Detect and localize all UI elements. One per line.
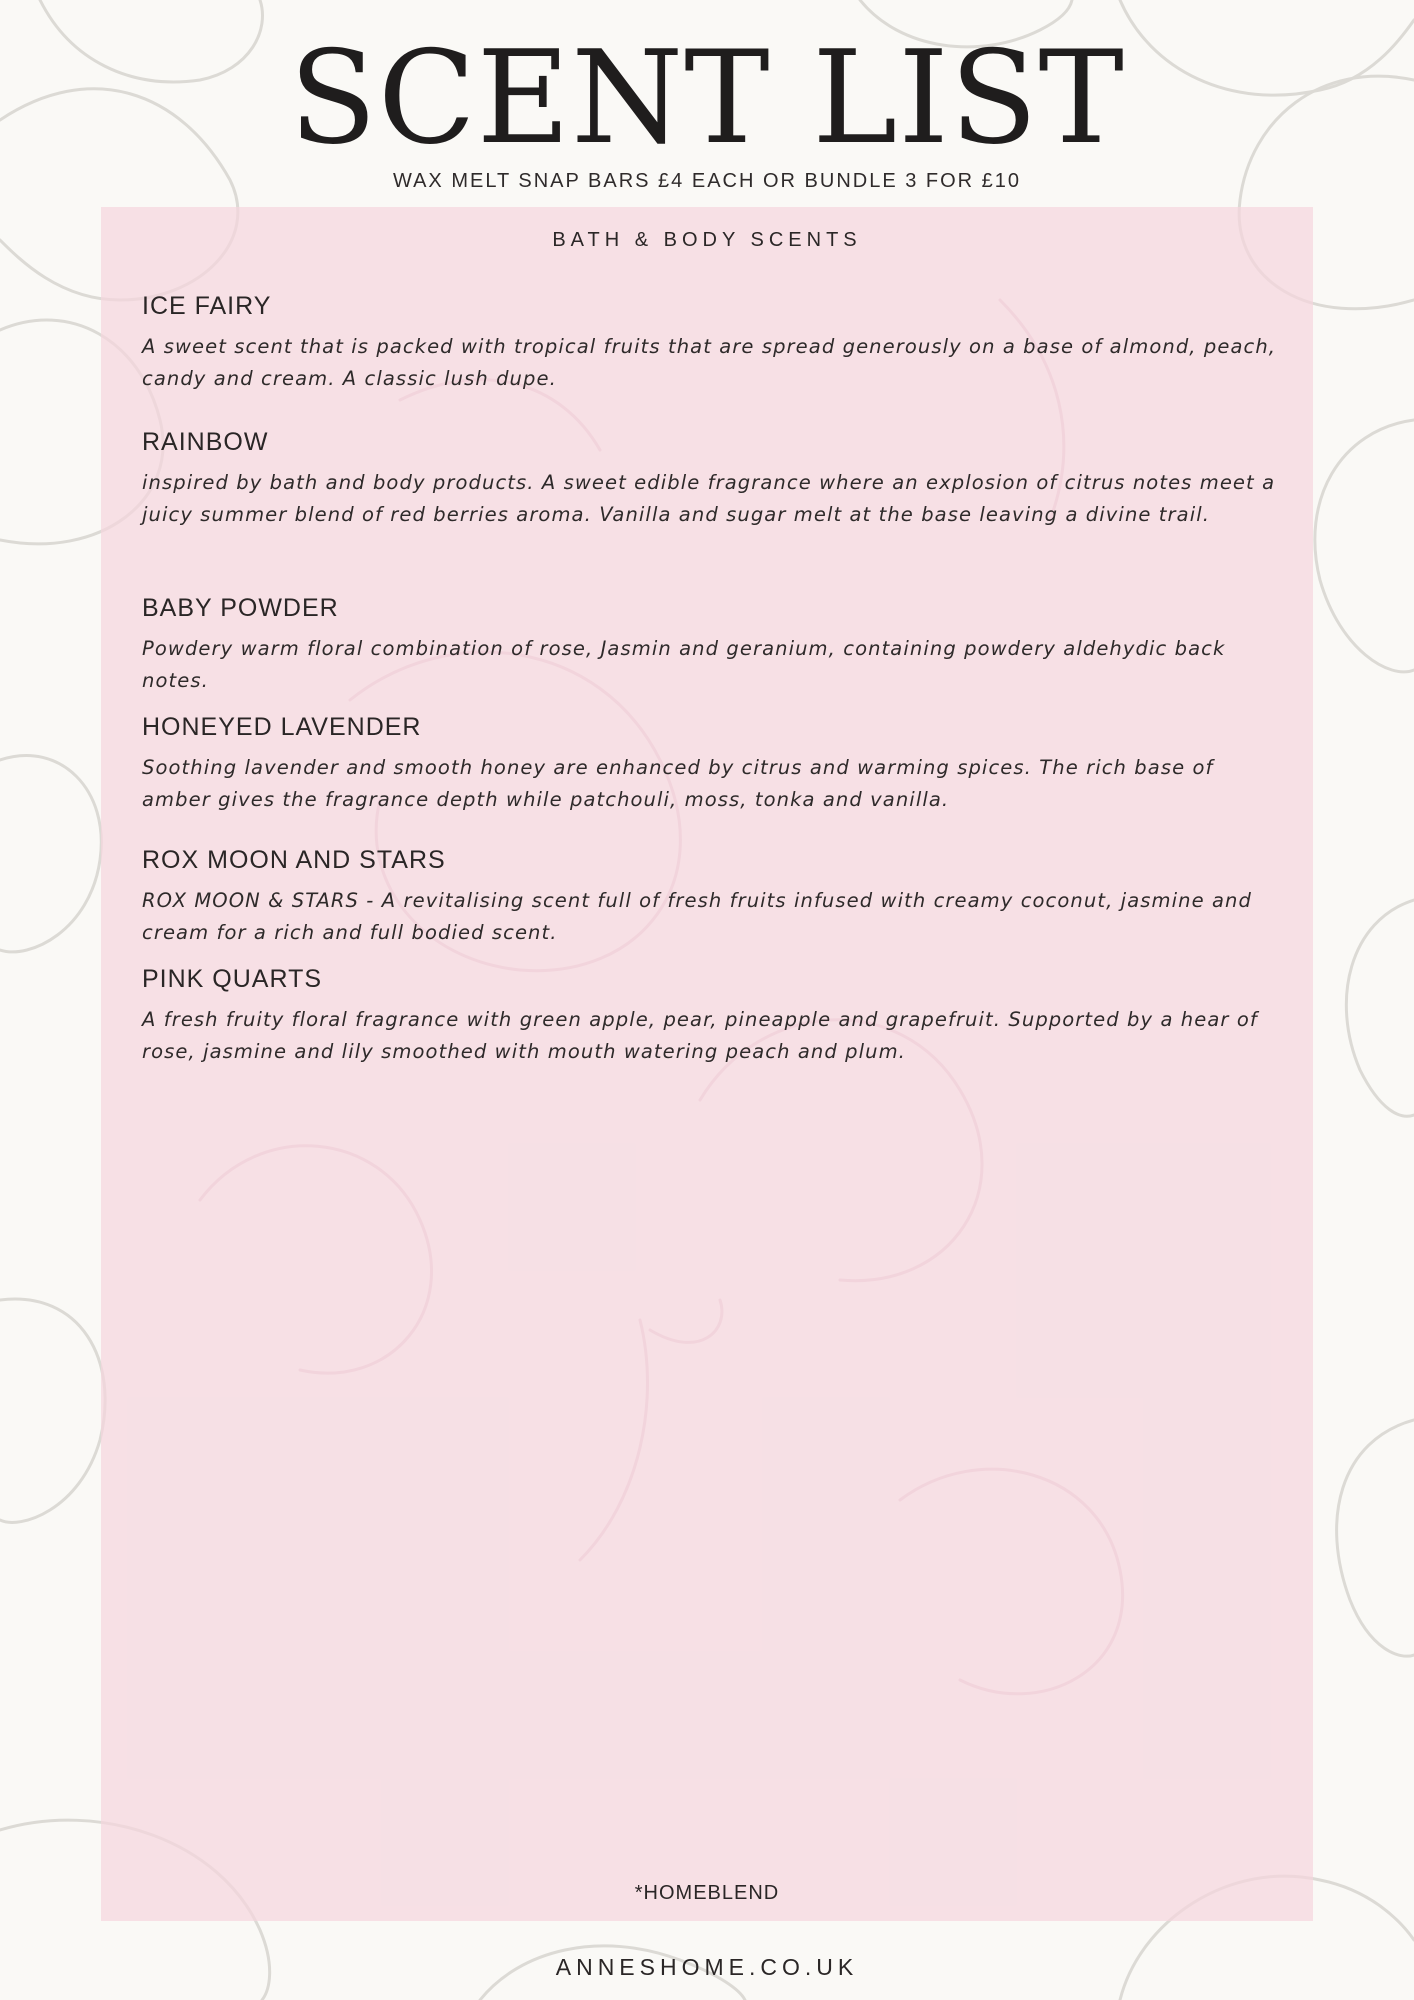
scent-item-ice-fairy [142,291,1282,395]
website-link[interactable]: ANNESHOME.CO.UK [555,1954,859,1980]
scent-item-honeyed-lavender [142,712,1282,816]
homeblend-footnote: *HOMEBLEND [634,1882,780,1904]
scent-description: ROX MOON & STARS - A revitalising scent full of fresh fruits infused with creamy coconut, jasmine and cream for a rich and full bodied scent. [142,889,1252,944]
scent-description: Powdery warm floral combination of rose, Jasmin and geranium, containing powdery aldehydic back notes. [142,637,1226,692]
scent-item-rainbow [142,427,1282,531]
scent-item-rox-moon-and-stars [142,845,1282,949]
scent-item-pink-quarts [142,964,1282,1068]
scent-description: inspired by bath and body products. A sweet edible fragrance where an explosion of citrus notes meet a juicy summer blend of red berries aroma. Vanilla and sugar melt at the base leaving a divine trail. [142,471,1276,526]
scent-list-panel [101,207,1313,1921]
scent-name: HONEYED LAVENDER [142,713,422,741]
scent-name: RAINBOW [142,428,269,456]
scent-description: A fresh fruity floral fragrance with green apple, pear, pineapple and grapefruit. Supported by a hear of rose, jasmine and lily smoothed with mouth watering peach and plum. [142,1008,1258,1063]
scent-name: ROX MOON AND STARS [142,846,446,874]
page-title: SCENT LIST [289,24,1125,173]
pricing-subtitle: WAX MELT SNAP BARS £4 EACH OR BUNDLE 3 FOR £10 [392,170,1022,192]
scent-description: Soothing lavender and smooth honey are enhanced by citrus and warming spices. The rich base of amber gives the fragrance depth while patchouli, moss, tonka and vanilla. [142,756,1214,811]
scent-description: A sweet scent that is packed with tropical fruits that are spread generously on a base of almond, peach, candy and cream. A classic lush dupe. [142,335,1277,390]
scent-name: BABY POWDER [142,594,339,622]
scent-name: ICE FAIRY [142,292,272,320]
scent-item-baby-powder [142,593,1282,697]
section-heading: BATH & BODY SCENTS [552,229,862,251]
scent-name: PINK QUARTS [142,965,323,993]
